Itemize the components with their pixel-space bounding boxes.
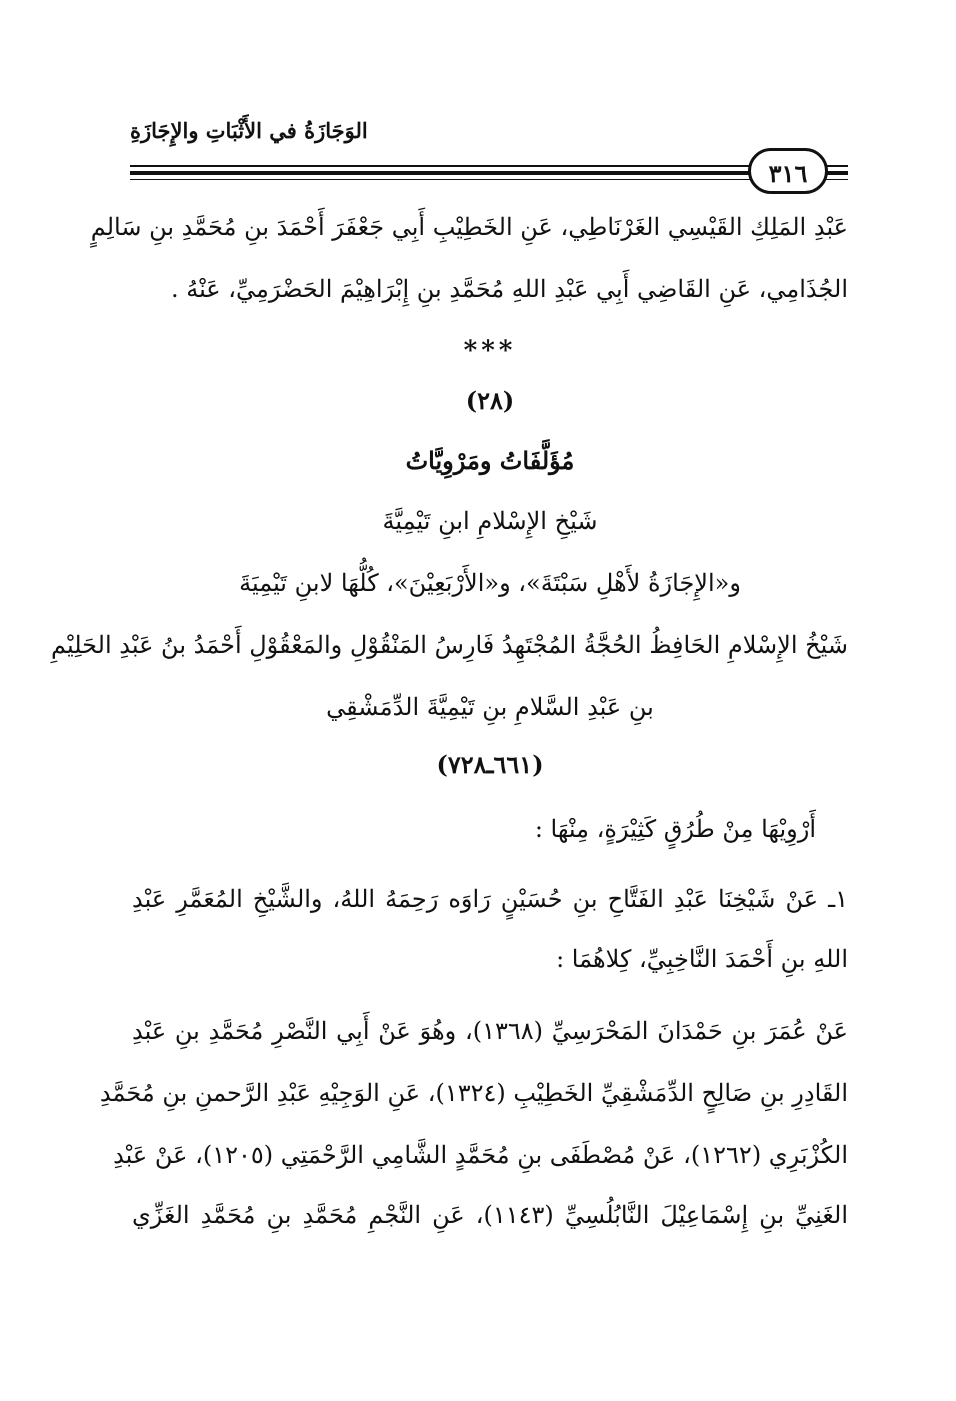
header-rule [826,171,848,175]
section-subtitle: شَيْخِ الإِسْلامِ ابنِ تَيْمِيَّةَ [382,507,598,535]
text-line: الغَنِيِّ بنِ إِسْمَاعِيْلَ النَّابُلُسِيِّ (١١٤٣)، عَنِ النَّجْمِ مُحَمَّدِ بنِ مُحَمَّدِ الغَزِّي [132,1201,848,1229]
text-line: اللهِ بنِ أَحْمَدَ النَّاخِبِيِّ، كِلاهُمَا : [556,945,848,973]
header-rule [826,179,848,180]
section-separator: *** [463,336,517,366]
text-line: بنِ عَبْدِ السَّلامِ بنِ تَيْمِيَّةَ الدِّمَشْقِي [326,693,654,721]
header-rule [130,165,750,167]
text-line: عَبْدِ المَلِكِ القَيْسِي الغَرْنَاطِي، عَنِ الخَطِيْبِ أَبِي جَعْفَرَ أَحْمَدَ بنِ مُحَمَّدِ بنِ سَالِمٍ [90,213,848,241]
text-line: الجُذَامِي، عَنِ القَاضِي أَبِي عَبْدِ اللهِ مُحَمَّدِ بنِ إِبْرَاهِيْمَ الحَضْرَمِيِّ، عَنْهُ . [170,275,848,303]
section-subtitle: و«الإِجَازَةُ لأَهْلِ سَبْتَةَ»، و«الأَرْبَعِيْنَ»، كُلُّهَا لابنِ تَيْمِيَةَ [239,569,741,597]
date-range: (٦٦١ـ٧٢٨) [436,750,544,779]
section-number: (٢٨) [465,386,515,415]
text-line: شَيْخُ الإِسْلامِ الحَافِظُ الحُجَّةُ المُجْتَهِدُ فَارِسُ المَنْقُوْلِ والمَعْقُوْلِ أَحْمَدُ بنُ عَبْدِ الحَلِيْمِ [51,631,848,659]
text-line: القَادِرِ بنِ صَالِحٍ الدِّمَشْقِيِّ الخَطِيْبِ (١٣٢٤)، عَنِ الوَجِيْهِ عَبْدِ الرَّحمنِ بنِ مُحَمَّدِ [99,1079,848,1107]
text-line: الكُزْبَرِي (١٢٦٢)، عَنْ مُصْطَفَى بنِ مُحَمَّدٍ الشَّامِي الرَّحْمَتِي (١٢٠٥)، عَنْ عَبْدِ [113,1141,848,1169]
text-line: عَنْ عُمَرَ بنِ حَمْدَانَ المَحْرَسِيِّ (١٣٦٨)، وهُوَ عَنْ أَبِي النَّصْرِ مُحَمَّدِ بنِ عَبْدِ [132,1017,848,1045]
page-number: ٣١٦ [748,148,828,194]
header-rule [826,165,848,167]
header-rule [130,171,750,175]
header-rule [130,179,750,180]
text-line: أَرْوِيْهَا مِنْ طُرُقٍ كَثِيْرَةٍ، مِنْهَا : [534,815,816,843]
running-title: الوَجَازَةُ في الأَثْبَاتِ والإِجَازَةِ [130,118,368,143]
section-title: مُؤَلَّفَاتُ ومَرْوِيَّاتُ [405,446,575,475]
text-line: ١ـ عَنْ شَيْخِنَا عَبْدِ الفَتَّاحِ بنِ حُسَيْنٍ رَاوَه رَحِمَهُ اللهُ، والشَّيْخِ المُعَمَّرِ عَبْدِ [132,885,848,913]
